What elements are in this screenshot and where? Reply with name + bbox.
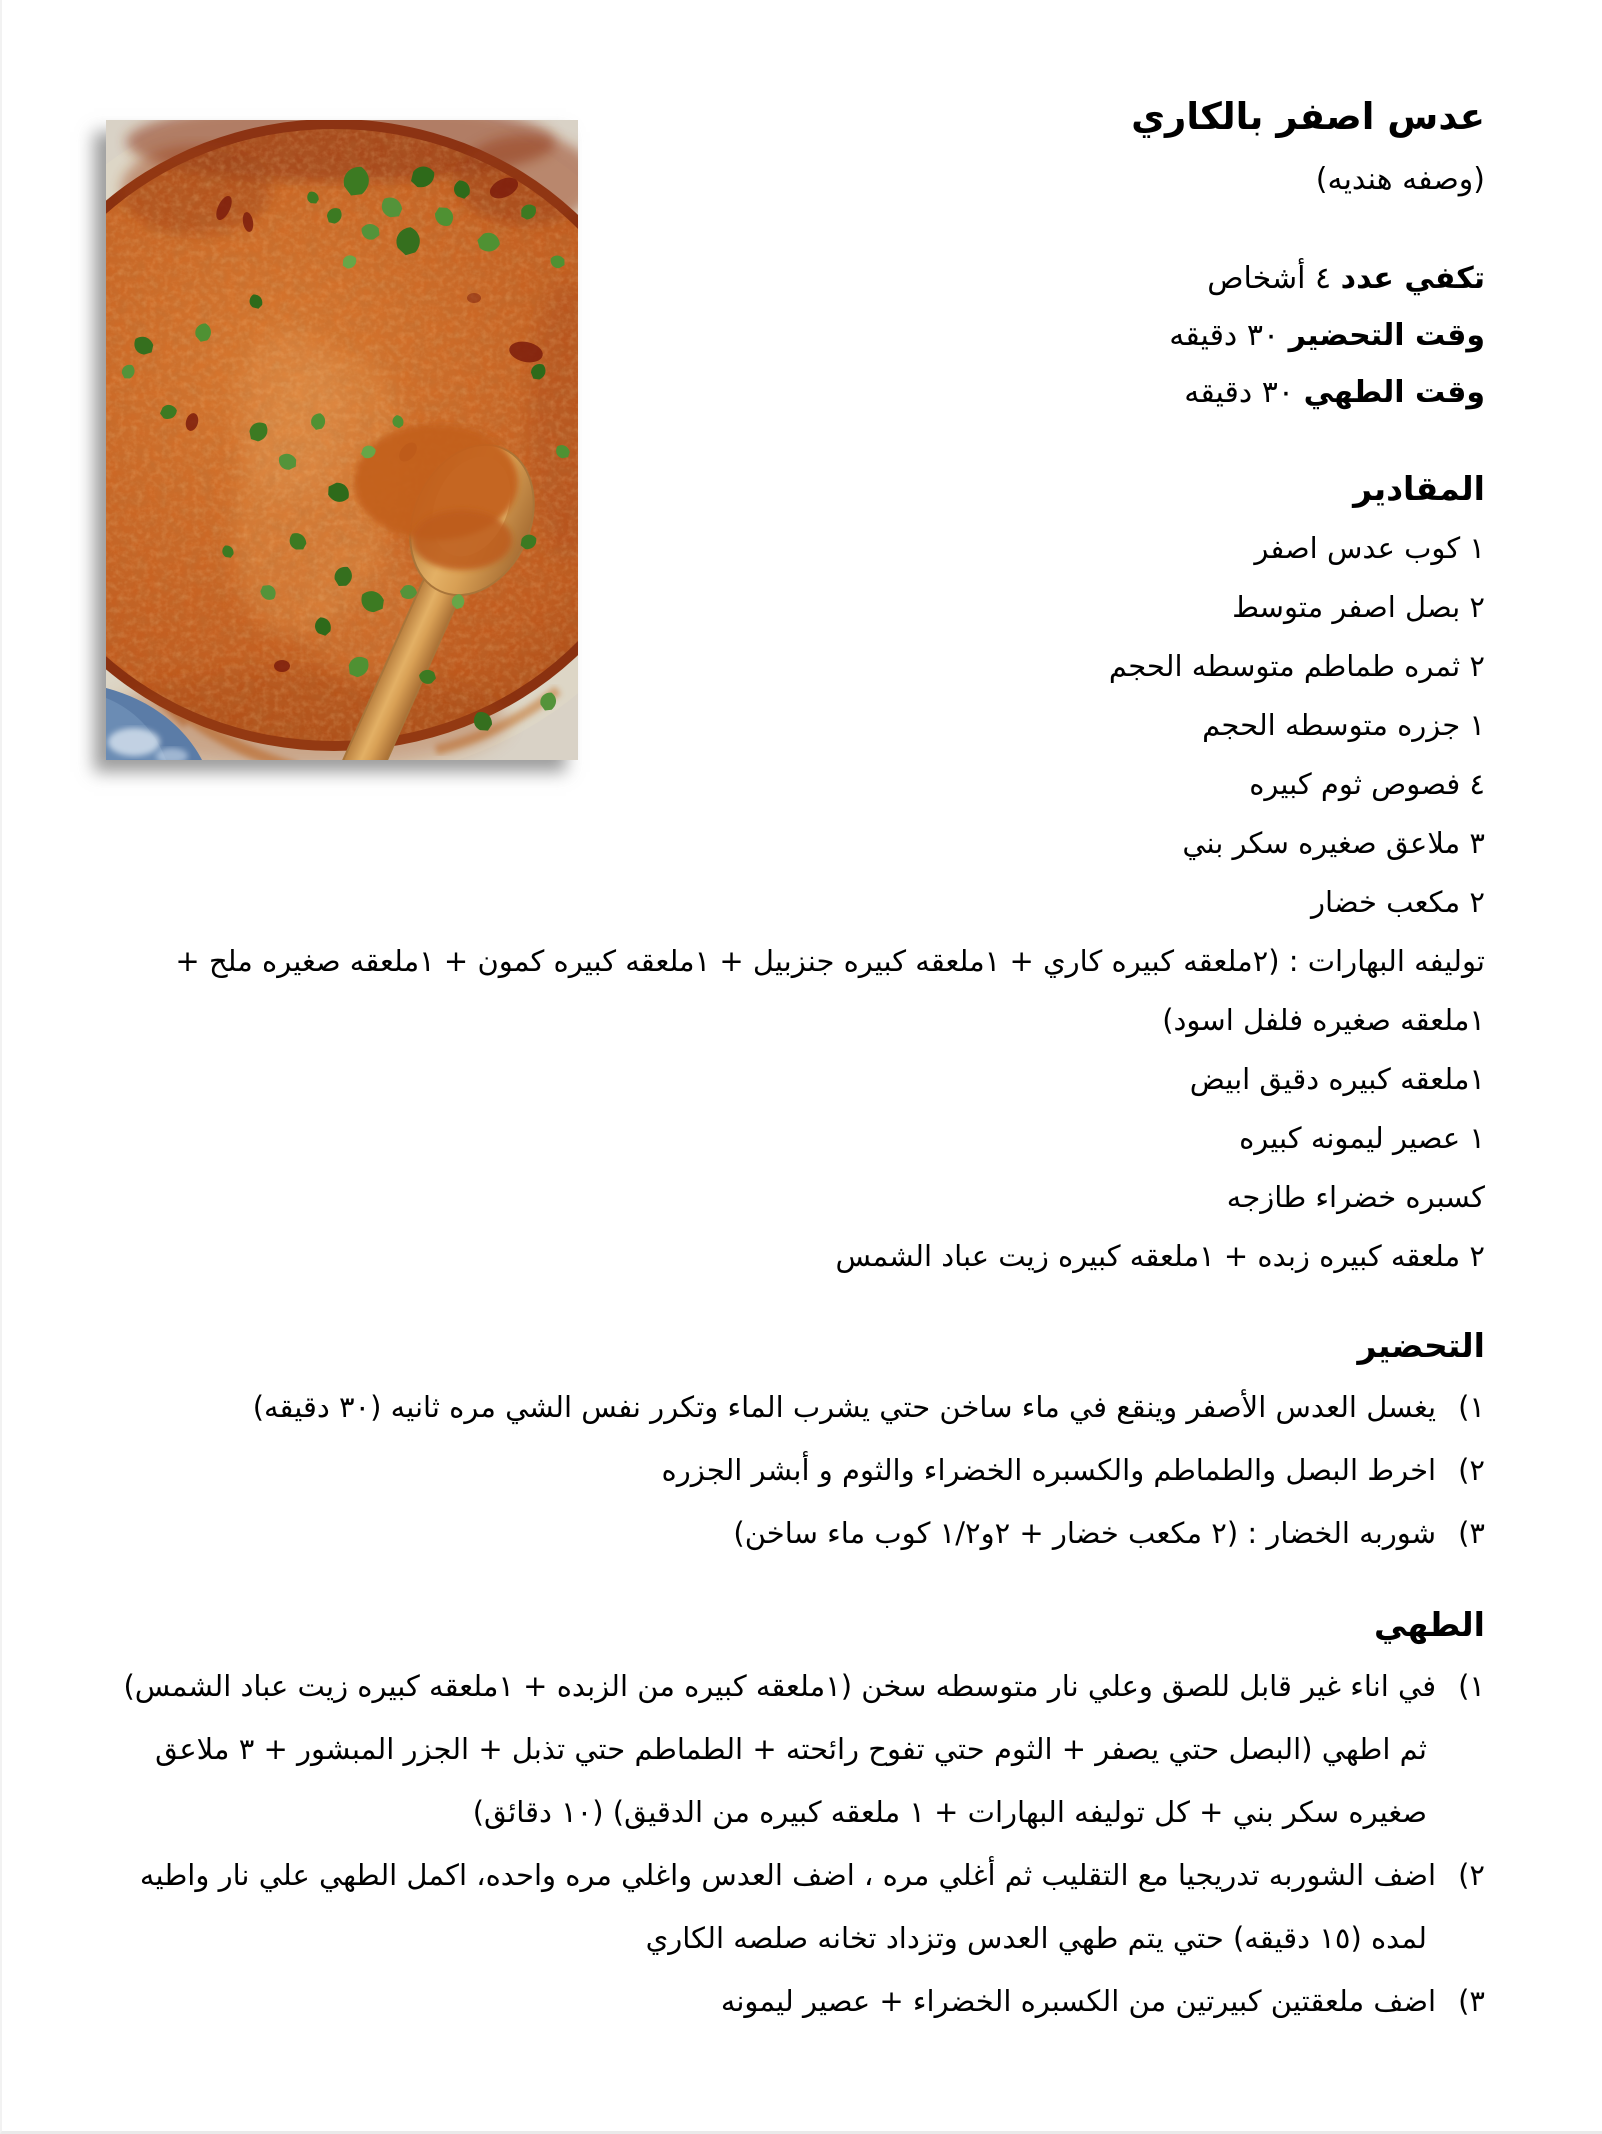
prep-time-label: وقت التحضير xyxy=(1288,318,1485,353)
ingredient-item: ٢ ملعقه كبيره زبده + ١ملعقه كبيره زيت عباد الشمس xyxy=(835,1239,1485,1273)
cooking-step xyxy=(114,1970,1485,2033)
recipe-content xyxy=(2,0,1602,2131)
cooking-step xyxy=(114,1655,1485,1844)
prep-time-line xyxy=(114,307,1485,364)
ingredient-item: ١ عصير ليمونه كبيره xyxy=(1239,1121,1485,1155)
step-text: اضف الشوربه تدريجيا مع التقليب ثم أغلي مره ، اضف العدس واغلي مره واحده، اكمل الطهي علي نار واطيه لمده (١٥ دقيقه) حتي يتم طهي العدس وتزداد تخانه صلصه الكاري xyxy=(139,1858,1437,1955)
step-number: ٢) xyxy=(1458,1453,1485,1487)
step-text: اضف ملعقتين كبيرتين من الكسبره الخضراء + عصير ليمونه xyxy=(720,1984,1437,2018)
step-number: ٣) xyxy=(1458,1516,1485,1550)
ingredient-item: ٤ فصوص ثوم كبيره xyxy=(1249,767,1485,801)
ingredient-item: كسبره خضراء طازجه xyxy=(1226,1180,1485,1214)
cook-time-line xyxy=(114,364,1485,421)
cooking-step xyxy=(114,1844,1485,1970)
ingredient-item: ٢ مكعب خضار xyxy=(1311,885,1485,919)
step-number: ١) xyxy=(1458,1390,1485,1424)
step-number: ٢) xyxy=(1458,1858,1485,1892)
servings-value: ٤ أشخاص xyxy=(1207,261,1332,296)
step-text: في اناء غير قابل للصق وعلي نار متوسطه سخن (١ملعقه كبيره من الزبده + ١ملعقه كبيره زيت عباد الشمس) ثم اطهي (البصل حتي يصفر + الثوم حتي تفوح رائحته + الطماطم حتي تذبل + الجزر المبشور + ٣ ملاعق صغيره سكر بني + كل توليفه البهارات + ١ ملعقه كبيره من الدقيق) (١٠ دقائق) xyxy=(123,1669,1437,1829)
preparation-step xyxy=(114,1502,1485,1565)
step-number: ٣) xyxy=(1458,1984,1485,2018)
ingredient-item: ٣ ملاعق صغيره سكر بني xyxy=(1182,826,1485,860)
ingredient-item: ٢ ثمره طماطم متوسطه الحجم xyxy=(1108,649,1485,683)
recipe-subtitle: (وصفه هنديه) xyxy=(1315,162,1485,197)
recipe-info xyxy=(114,250,1485,421)
preparation-heading: التحضير xyxy=(1357,1326,1485,1365)
ingredient-item: ١ملعقه كبيره دقيق ابيض xyxy=(1189,1062,1485,1096)
ingredient-item: ١ جزره متوسطه الحجم xyxy=(1202,708,1485,742)
cooking-heading: الطهي xyxy=(1373,1605,1485,1644)
servings-label: تكفي عدد xyxy=(1340,261,1485,296)
step-text: يغسل العدس الأصفر وينقع في ماء ساخن حتي يشرب الماء وتكرر نفس الشي مره ثانيه (٣٠ دقيقه) xyxy=(252,1390,1437,1424)
cook-time-value: ٣٠ دقيقه xyxy=(1184,375,1295,410)
ingredient-item: ١ كوب عدس اصفر xyxy=(1254,531,1485,565)
step-text: اخرط البصل والطماطم والكسبره الخضراء والثوم و أبشر الجزره xyxy=(661,1453,1437,1487)
ingredients-heading: المقادير xyxy=(1353,469,1485,508)
prep-time-value: ٣٠ دقيقه xyxy=(1169,318,1280,353)
ingredient-item: ٢ بصل اصفر متوسط xyxy=(1232,590,1485,624)
step-number: ١) xyxy=(1458,1669,1485,1703)
cook-time-label: وقت الطهي xyxy=(1303,375,1485,410)
ingredient-item: توليفه البهارات : (٢ملعقه كبيره كاري + ١ملعقه كبيره جنزبيل + ١ملعقه كبيره كمون + ١ملعقه صغيره ملح + ١ملعقه صغيره فلفل اسود) xyxy=(175,944,1485,1037)
step-text: شوربه الخضار : (٢ مكعب خضار + ٢و١/٢ كوب ماء ساخن) xyxy=(733,1516,1437,1550)
preparation-step xyxy=(114,1439,1485,1502)
preparation-step xyxy=(114,1376,1485,1439)
page-title: عدس اصفر بالكاري xyxy=(1131,95,1485,138)
servings-line xyxy=(114,250,1485,307)
